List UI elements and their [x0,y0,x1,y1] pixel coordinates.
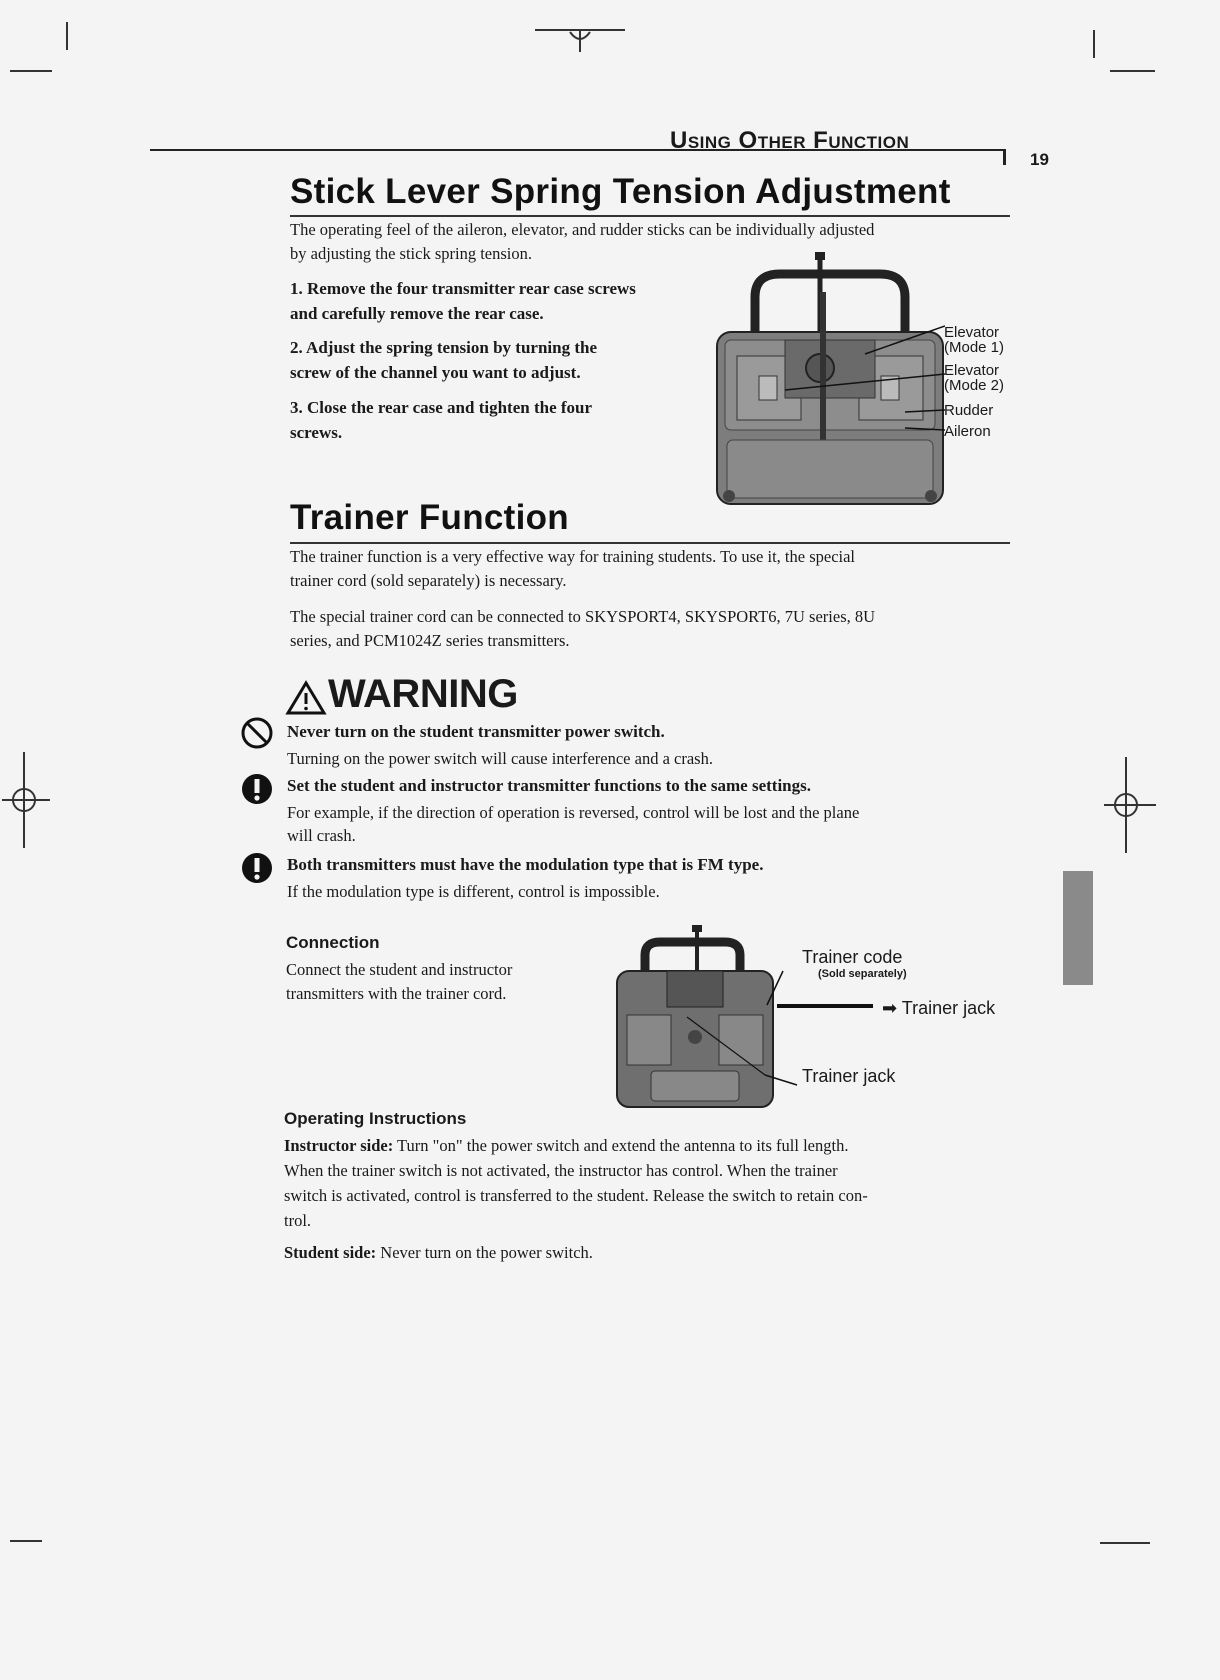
callout-trainer-code-label: Trainer code [802,947,903,967]
student-text: Never turn on the power switch. [376,1243,593,1262]
operating-instructor-line: When the trainer switch is not activated, the instructor has control. When the trainer [284,1161,838,1180]
student-side-label: Student side: [284,1243,377,1262]
crop-mark [1110,70,1155,72]
crop-mark [1093,30,1095,58]
callout-line: Elevator [944,362,1000,379]
callout-line: (Mode 2) [944,377,1005,394]
warning-body-line: will crash. [287,826,356,845]
callout-trainer-code [802,947,907,982]
warning-item-body: Turning on the power switch will cause interference and a crash. [287,749,713,768]
warning-title: WARNING [328,672,518,716]
crop-mark [1100,1542,1150,1544]
warning-item-body: If the modulation type is different, control is impossible. [287,882,660,901]
spring-step-3 [290,395,720,445]
step-line: screws. [290,423,343,442]
mandatory-action-icon [240,851,274,885]
header-rule-tick [1003,149,1006,165]
trainer-intro-line: The trainer function is a very effective way for training students. To use it, the special [290,547,856,566]
connection-title: Connection [286,933,380,952]
warning-item-head: Never turn on the student transmitter power switch. [287,722,665,741]
section-title-spring: Stick Lever Spring Tension Adjustment [290,172,951,211]
running-head: Using Other Function [670,127,910,154]
registration-mark-top [530,20,630,54]
connection-body-line: Connect the student and instructor [286,960,513,979]
callout-line: (Mode 1) [944,339,1005,356]
operating-instructor-line: switch is activated, control is transferred to the student. Release the switch to retain con- [284,1186,868,1205]
crop-mark [10,70,52,72]
operating-student-line [284,1240,593,1265]
warning-item-head: Set the student and instructor transmitter functions to the same settings. [287,776,811,795]
crop-mark [66,22,68,50]
operating-instructor-line [284,1133,848,1158]
operating-title: Operating Instructions [284,1109,467,1128]
transmitter-rear-illustration [715,252,945,510]
warning-item-body [287,801,1007,847]
callout-trainer-jack-bottom: Trainer jack [802,1066,896,1086]
registration-mark-right [1100,755,1160,855]
page-number: 19 [1030,150,1049,169]
callout-line: Elevator [944,324,1000,341]
spring-intro-line: by adjusting the stick spring tension. [290,244,532,263]
connection-body-line: transmitters with the trainer cord. [286,984,507,1003]
step-line: screw of the channel you want to adjust. [290,363,581,382]
callout-trainer-jack-right [882,998,996,1018]
spring-intro-line: The operating feel of the aileron, elevator, and rudder sticks can be individually adjusted [290,220,875,239]
spring-step-1 [290,276,720,326]
trainer-compat-line: The special trainer cord can be connected to SKYSPORT4, SKYSPORT6, 7U series, 8U [290,607,876,626]
trainer-compat-line: series, and PCM1024Z series transmitters. [290,631,570,650]
registration-mark-left [0,750,60,850]
callout-elevator-mode2 [944,363,1004,393]
step-line: 1. Remove the four transmitter rear case screws [290,279,636,298]
arrow-right-icon: ➡ [882,998,902,1018]
step-line: 3. Close the rear case and tighten the four [290,398,593,417]
instructor-side-label: Instructor side: [284,1136,394,1155]
callout-sold-separately: (Sold separately) [818,968,907,980]
step-line: 2. Adjust the spring tension by turning the [290,338,598,357]
section-title-trainer: Trainer Function [290,498,569,537]
warning-item-head: Both transmitters must have the modulation type that is FM type. [287,855,764,874]
crop-mark [10,1540,42,1542]
spring-step-2 [290,335,720,385]
operating-instructor-line: trol. [284,1211,312,1230]
mandatory-action-icon [240,772,274,806]
callout-label: Trainer jack [901,998,996,1018]
trainer-intro-line: trainer cord (sold separately) is necessary. [290,571,567,590]
chapter-tab [1063,871,1093,985]
callout-aileron: Aileron [944,423,991,440]
callout-elevator-mode1 [944,325,1004,355]
callout-rudder: Rudder [944,402,994,419]
prohibited-icon [240,716,274,750]
warning-body-line: For example, if the direction of operation is reversed, control will be lost and the plane [287,803,860,822]
warning-triangle-icon [285,680,327,716]
instructor-text: Turn "on" the power switch and extend the antenna to its full length. [393,1136,849,1155]
step-line: and carefully remove the rear case. [290,304,544,323]
